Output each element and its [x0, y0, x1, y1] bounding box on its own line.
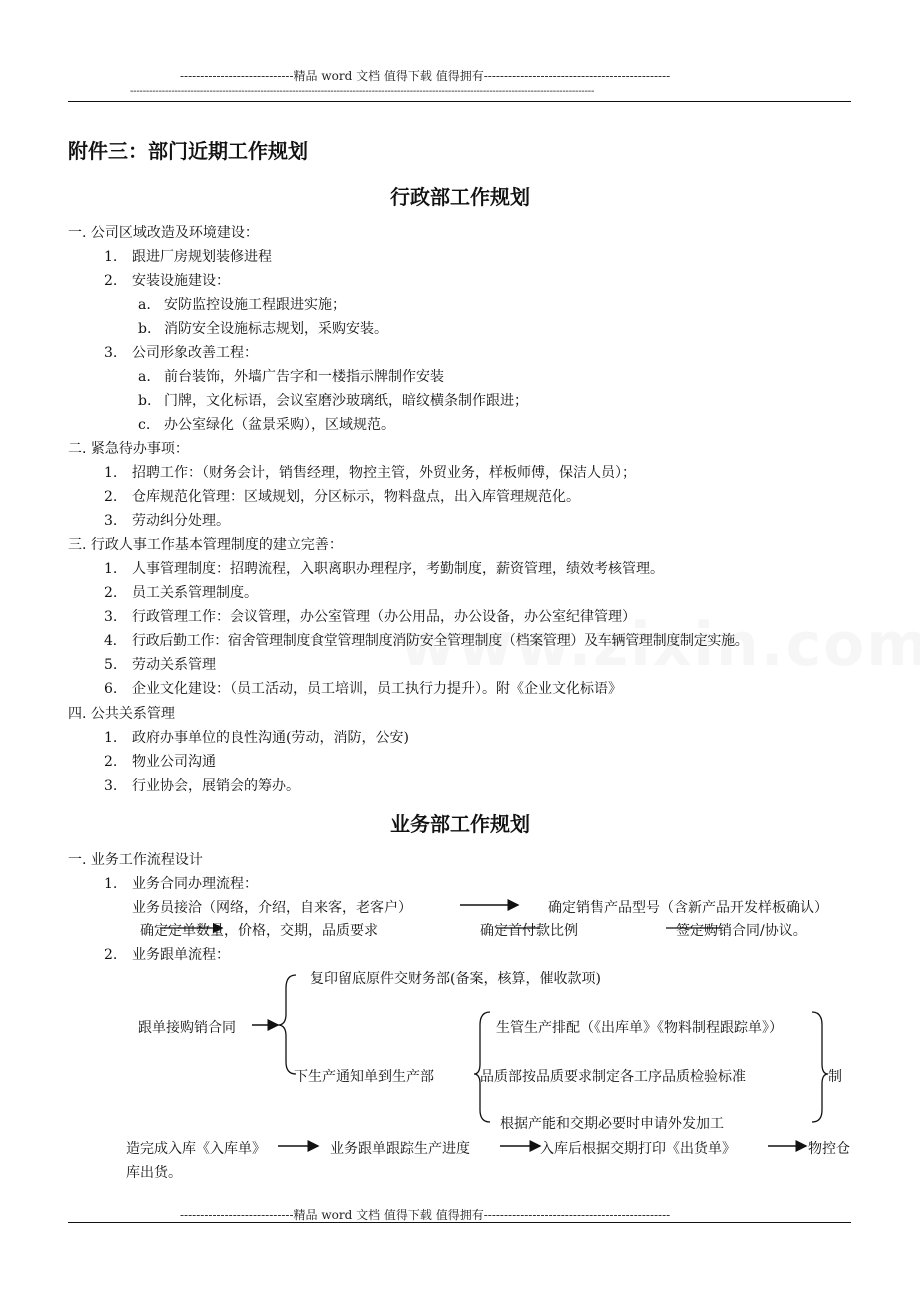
- list-item: 2. 业务跟单流程：: [104, 947, 230, 963]
- flow-make: 制: [828, 1069, 842, 1085]
- flow-notice: 下生产通知单到生产部: [294, 1069, 434, 1085]
- header-rule: [68, 101, 851, 102]
- flow-receive: 跟单接购销合同: [138, 1020, 236, 1036]
- list-item: a. 安防监控设施工程跟进实施；: [138, 297, 346, 313]
- flow-quality: 品质部按品质要求制定各工序品质检验标准: [480, 1069, 746, 1085]
- list-item: 2. 物业公司沟通: [104, 754, 216, 770]
- footer-rule: [68, 1222, 851, 1223]
- list-item: 6. 企业文化建设：（员工活动，员工培训，员工执行力提升）。附《企业文化标语》: [104, 681, 622, 697]
- sales-s1-head: 一. 业务工作流程设计: [68, 852, 203, 868]
- list-item: b. 门牌，文化标语，会议室磨沙玻璃纸，暗纹横条制作跟进；: [138, 393, 528, 409]
- admin-s4-head: 四. 公共关系管理: [68, 706, 175, 722]
- list-item: 4. 行政后勤工作：宿舍管理制度食堂管理制度消防安全管理制度（档案管理）及车辆管理制度制定实施。: [104, 633, 749, 649]
- list-item: 3. 公司形象改善工程：: [104, 345, 258, 361]
- brace-left: [278, 975, 296, 1074]
- brace-right: [812, 1012, 828, 1122]
- list-item: b. 消防安全设施标志规划，采购安装。: [138, 321, 388, 337]
- list-item: a. 前台装饰，外墙广告字和一楼指示牌制作安装: [138, 369, 444, 385]
- flow-step-contact: 业务员接洽（网络，介绍，自来客，老客户）: [132, 900, 412, 916]
- list-item: 2. 仓库规范化管理：区域规划，分区标示，物料盘点，出入库管理规范化。: [104, 489, 580, 505]
- list-item: 1. 招聘工作：（财务会计，销售经理，物控主管，外贸业务，样板师傅，保洁人员）；: [104, 465, 636, 481]
- header-banner: ----------------------------精品 word 文档 值得下载 值得拥有----------------------------------------------: [180, 69, 671, 83]
- list-item: 2. 员工关系管理制度。: [104, 585, 258, 601]
- flow-step-model: 确定销售产品型号（含新产品开发样板确认）: [548, 900, 828, 916]
- attachment-title: 附件三：部门近期工作规划: [68, 139, 308, 163]
- flow-outsource: 根据产能和交期必要时申请外发加工: [500, 1116, 724, 1132]
- flow-step-order: 确定定单数量，价格，交期，品质要求: [140, 923, 378, 939]
- sales-title: 业务部工作规划: [390, 812, 530, 836]
- admin-s1-head: 一. 公司区域改造及环境建设：: [68, 225, 259, 241]
- list-item: 3. 劳动纠分处理。: [104, 513, 230, 529]
- admin-s3-head: 三. 行政人事工作基本管理制度的建立完善：: [68, 537, 343, 553]
- list-item: 1. 人事管理制度：招聘流程，入职离职办理程序，考勤制度，薪资管理，绩效考核管理。: [104, 561, 664, 577]
- admin-s2-head: 二. 紧急待办事项：: [68, 441, 189, 457]
- list-item: 1. 跟进厂房规划装修进程: [104, 249, 272, 265]
- list-item: c. 办公室绿化（盆景采购），区域规范。: [138, 417, 395, 433]
- flow-ship-print: 入库后根据交期打印《出货单》: [540, 1141, 736, 1157]
- list-item: 1. 政府办事单位的良性沟通(劳动，消防，公安): [104, 730, 409, 746]
- list-item: 5. 劳动关系管理: [104, 657, 216, 673]
- footer-banner: ----------------------------精品 word 文档 值得下载 值得拥有----------------------------------------------: [180, 1208, 671, 1222]
- flow-shipout: 库出货。: [126, 1165, 182, 1181]
- list-item: 3. 行业协会，展销会的筹办。: [104, 778, 300, 794]
- flow-step-sign: 签定购销合同/协议。: [676, 923, 807, 939]
- list-item: 2. 安装设施建设：: [104, 273, 230, 289]
- list-item: 1. 业务合同办理流程：: [104, 876, 258, 892]
- admin-title: 行政部工作规划: [390, 185, 530, 209]
- header-dashes: --------------------------------------------------------------------------------------------------------------------------------------------------: [130, 86, 595, 97]
- flow-track: 业务跟单跟踪生产进度: [330, 1141, 470, 1157]
- flow-step-payment: 确定首付款比例: [480, 923, 578, 939]
- flow-stockin: 造完成入库《入库单》: [126, 1141, 266, 1157]
- list-item: 3. 行政管理工作：会议管理，办公室管理（办公用品，办公设备，办公室纪律管理）: [104, 609, 636, 625]
- flow-production: 生管生产排配（《出库单》《物料制程跟踪单》）: [496, 1020, 783, 1036]
- flow-copy: 复印留底原件交财务部(备案，核算，催收款项): [310, 971, 601, 987]
- flow-warehouse: 物控仓: [808, 1141, 850, 1157]
